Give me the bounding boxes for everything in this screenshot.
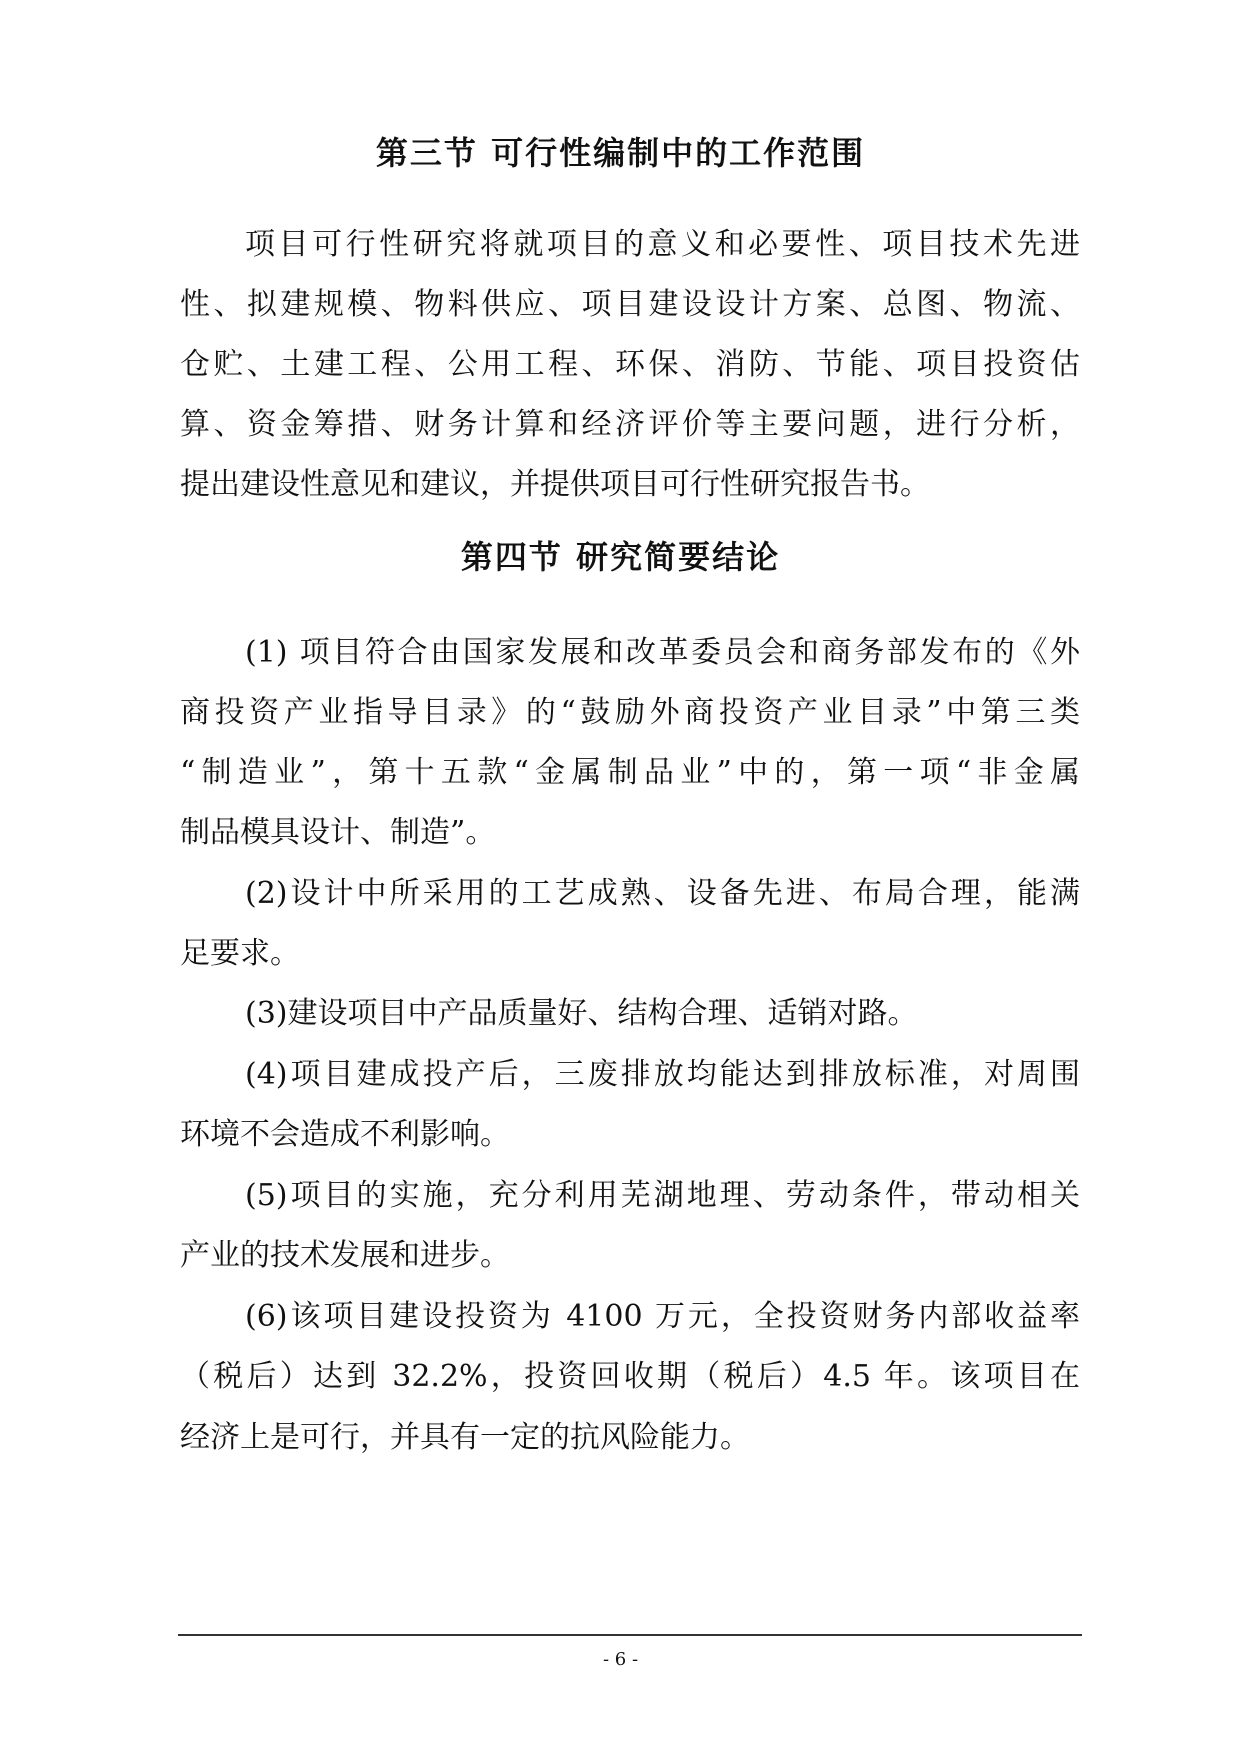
- paragraph-line: 性、拟建规模、物料供应、项目建设设计方案、总图、物流、: [180, 287, 1080, 322]
- paragraph-line: 仓贮、土建工程、公用工程、环保、消防、节能、项目投资估: [180, 347, 1080, 382]
- paragraph-line: 算、资金筹措、财务计算和经济评价等主要问题，进行分析，: [180, 407, 1080, 442]
- conclusion-line: 环境不会造成不利影响。: [180, 1117, 510, 1152]
- conclusion-line: （税后）达到 32.2%，投资回收期（税后）4.5 年。该项目在: [180, 1359, 1080, 1394]
- conclusion-line: (4)项目建成投产后，三废排放均能达到排放标准，对周围: [245, 1057, 1080, 1092]
- conclusion-line: (2)设计中所采用的工艺成熟、设备先进、布局合理，能满: [245, 876, 1080, 911]
- conclusion-line: “制造业”，第十五款“金属制品业”中的，第一项“非金属: [180, 755, 1080, 790]
- conclusion-line: 商投资产业指导目录》的“鼓励外商投资产业目录”中第三类: [180, 695, 1080, 730]
- footer-rule: [178, 1634, 1082, 1636]
- section-heading-3: 第三节 可行性编制中的工作范围: [375, 134, 866, 172]
- paragraph-line: 项目可行性研究将就项目的意义和必要性、项目技术先进: [245, 227, 1080, 262]
- section-heading-4: 第四节 研究简要结论: [460, 538, 781, 576]
- conclusion-line: 足要求。: [180, 936, 300, 971]
- conclusion-line: 经济上是可行，并具有一定的抗风险能力。: [180, 1420, 750, 1455]
- paragraph-line: 提出建设性意见和建议，并提供项目可行性研究报告书。: [180, 467, 930, 502]
- conclusion-line: (6)该项目建设投资为 4100 万元，全投资财务内部收益率: [245, 1299, 1080, 1334]
- conclusion-line: (1) 项目符合由国家发展和改革委员会和商务部发布的《外: [245, 635, 1080, 670]
- conclusion-line: (3)建设项目中产品质量好、结构合理、适销对路。: [245, 996, 918, 1031]
- conclusion-line: 产业的技术发展和进步。: [180, 1238, 510, 1273]
- conclusion-line: 制品模具设计、制造”。: [180, 815, 496, 850]
- page-number: - 6 -: [602, 1649, 639, 1670]
- conclusion-line: (5)项目的实施，充分利用芜湖地理、劳动条件，带动相关: [245, 1178, 1080, 1213]
